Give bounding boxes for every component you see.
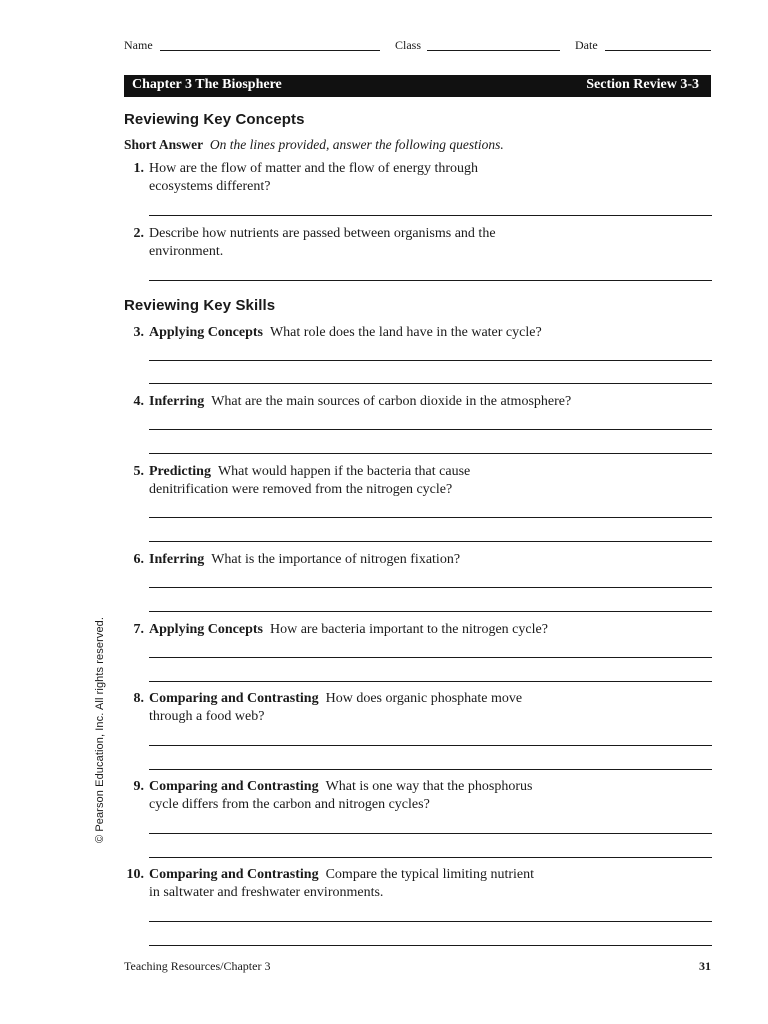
question-skill: Predicting xyxy=(149,464,211,479)
date-label: Date xyxy=(575,38,598,52)
question-prompt: What is the importance of nitrogen fixation? xyxy=(211,552,461,567)
question-prompt-continued: in saltwater and freshwater environments. xyxy=(149,885,384,900)
instruction-text: On the lines provided, answer the following questions. xyxy=(209,137,504,152)
question-prompt-continued: ecosystems different? xyxy=(149,179,271,194)
question-prompt-continued: through a food web? xyxy=(149,709,265,724)
answer-line[interactable] xyxy=(149,360,712,361)
section-heading-key-concepts: Reviewing Key Concepts xyxy=(124,111,305,128)
question-prompt: How does organic phosphate move xyxy=(325,691,523,706)
question-number: 9. xyxy=(133,779,144,794)
question-number: 2. xyxy=(133,226,144,241)
question-number: 3. xyxy=(133,325,144,340)
answer-line[interactable] xyxy=(149,681,712,682)
question-number: 6. xyxy=(133,552,144,567)
question-line-1 xyxy=(149,621,579,639)
question-text xyxy=(149,393,579,411)
question-line-1 xyxy=(149,551,579,569)
answer-line[interactable] xyxy=(149,769,712,770)
question-skill: Applying Concepts xyxy=(149,622,263,637)
question-line-1 xyxy=(149,225,579,243)
instructions xyxy=(124,137,504,153)
page-number: 31 xyxy=(699,959,711,973)
question-line-1 xyxy=(149,463,579,481)
answer-line[interactable] xyxy=(149,833,712,834)
class-label: Class xyxy=(395,38,422,52)
question-text xyxy=(149,778,579,814)
question-prompt: How are bacteria important to the nitrogen cycle? xyxy=(269,622,548,637)
question-skill: Comparing and Contrasting xyxy=(149,691,319,706)
question-prompt: What would happen if the bacteria that cause xyxy=(217,464,471,479)
chapter-banner xyxy=(124,75,711,97)
answer-line[interactable] xyxy=(149,587,712,588)
question-text xyxy=(149,551,579,569)
question-skill: Inferring xyxy=(149,552,205,567)
question-text xyxy=(149,324,579,342)
instruction-label: Short Answer xyxy=(124,137,204,152)
answer-line[interactable] xyxy=(149,657,712,658)
answer-line[interactable] xyxy=(149,280,712,281)
question-number: 1. xyxy=(133,161,144,176)
question-line-1 xyxy=(149,324,579,342)
chapter-title: Chapter 3 The Biosphere xyxy=(132,77,282,92)
answer-line[interactable] xyxy=(149,921,712,922)
question-skill: Comparing and Contrasting xyxy=(149,867,319,882)
question-skill: Comparing and Contrasting xyxy=(149,779,319,794)
question-prompt: What role does the land have in the water cycle? xyxy=(269,325,542,340)
question-number: 10. xyxy=(126,867,144,882)
answer-line[interactable] xyxy=(149,215,712,216)
class-field-line[interactable] xyxy=(427,50,560,51)
question-skill: Applying Concepts xyxy=(149,325,263,340)
answer-line[interactable] xyxy=(149,383,712,384)
question-number: 4. xyxy=(133,394,144,409)
question-prompt-continued: denitrification were removed from the nitrogen cycle? xyxy=(149,482,453,497)
question-skill: Inferring xyxy=(149,394,205,409)
section-title: Section Review 3-3 xyxy=(586,77,699,92)
question-line-1 xyxy=(149,866,579,884)
question-line-1 xyxy=(149,393,579,411)
question-prompt: Describe how nutrients are passed between organisms and the xyxy=(149,226,496,241)
answer-line[interactable] xyxy=(149,611,712,612)
question-prompt-continued: cycle differs from the carbon and nitrogen cycles? xyxy=(149,797,430,812)
question-prompt: What are the main sources of carbon dioxide in the atmosphere? xyxy=(211,394,572,409)
question-number: 7. xyxy=(133,622,144,637)
question-prompt: What is one way that the phosphorus xyxy=(325,779,533,794)
question-text xyxy=(149,690,579,726)
answer-line[interactable] xyxy=(149,745,712,746)
question-prompt: Compare the typical limiting nutrient xyxy=(325,867,534,882)
section-heading-key-skills: Reviewing Key Skills xyxy=(124,297,276,314)
question-prompt-continued: environment. xyxy=(149,244,224,259)
answer-line[interactable] xyxy=(149,453,712,454)
question-text xyxy=(149,160,579,196)
question-line-1 xyxy=(149,690,579,708)
footer-source: Teaching Resources/Chapter 3 xyxy=(124,959,271,973)
question-number: 5. xyxy=(133,464,144,479)
question-text xyxy=(149,866,579,902)
question-line-1 xyxy=(149,778,579,796)
date-field-line[interactable] xyxy=(605,50,711,51)
answer-line[interactable] xyxy=(149,517,712,518)
copyright-notice: © Pearson Education, Inc. All rights reserved. xyxy=(94,616,106,844)
answer-line[interactable] xyxy=(149,857,712,858)
question-number: 8. xyxy=(133,691,144,706)
answer-line[interactable] xyxy=(149,429,712,430)
answer-line[interactable] xyxy=(149,945,712,946)
question-prompt: How are the flow of matter and the flow of energy through xyxy=(149,161,479,176)
question-text xyxy=(149,463,579,499)
question-text xyxy=(149,621,579,639)
name-field-line[interactable] xyxy=(160,50,380,51)
name-label: Name xyxy=(124,38,153,52)
answer-line[interactable] xyxy=(149,541,712,542)
question-text xyxy=(149,225,579,261)
question-line-1 xyxy=(149,160,579,178)
